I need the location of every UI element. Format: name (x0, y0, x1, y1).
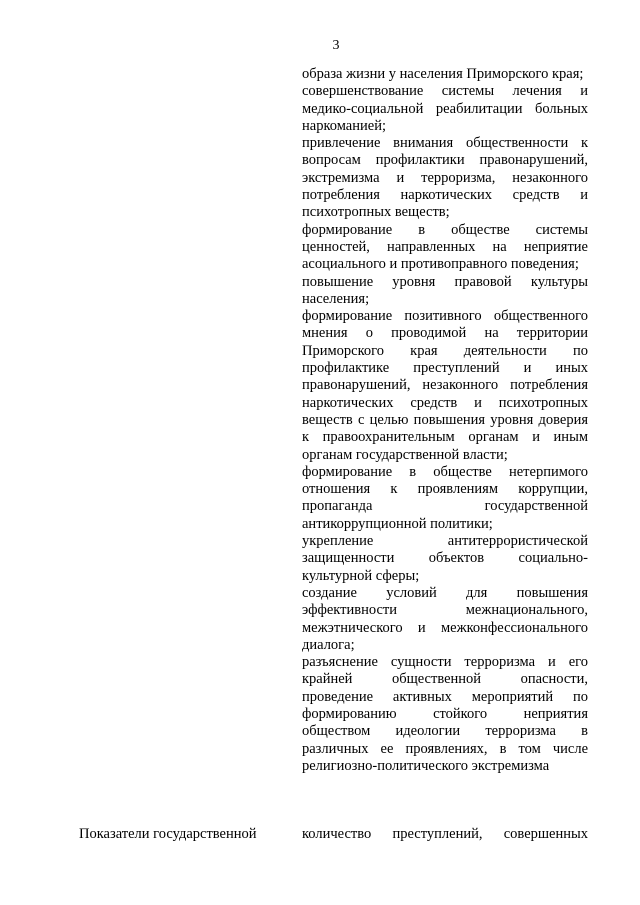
goals-column (302, 66, 588, 775)
page-number: 3 (332, 38, 340, 53)
goal-paragraph: разъяснение сущности терроризма и его крайней общественной опасности, проведение активных мероприятий по формированию стойкого неприятия обществом идеологии терроризма в различных ее проявлениях, в том числе религиозно-политического экстремизма (302, 654, 588, 774)
goal-paragraph: образа жизни у населения Приморского края; (302, 66, 584, 82)
goal-paragraph: формирование в обществе системы ценностей, направленных на неприятие асоциального и противоправного поведения; (302, 221, 588, 273)
goal-paragraph: привлечение внимания общественности к вопросам профилактики правонарушений, экстремизма и терроризма, незаконного потребления наркотических средств и психотропных веществ; (302, 135, 588, 221)
goal-paragraph: совершенствование системы лечения и медико-социальной реабилитации больных наркоманией; (302, 83, 588, 134)
goal-paragraph: создание условий для повышения эффективности межнационального, межэтнического и межконфессионального диалога; (302, 584, 588, 653)
indicators-label: Показатели государственной (79, 826, 257, 842)
goal-paragraph: укрепление антитеррористической защищенности объектов социально-культурной сферы; (302, 533, 588, 584)
indicators-text: количество преступлений, совершенных (302, 826, 588, 842)
goal-paragraph: формирование в обществе нетерпимого отношения к проявлениям коррупции, пропаганда государственной антикоррупционной политики; (302, 463, 588, 532)
goal-paragraph: формирование позитивного общественного мнения о проводимой на территории Приморского края деятельности по профилактике преступлений и иных правонарушений, незаконного потребления наркотических средств и психотропных веществ с целью повышения уровня доверия к правоохранительным органам и иным органам государственной власти; (302, 308, 588, 463)
goal-paragraph: повышение уровня правовой культуры населения; (302, 273, 588, 307)
